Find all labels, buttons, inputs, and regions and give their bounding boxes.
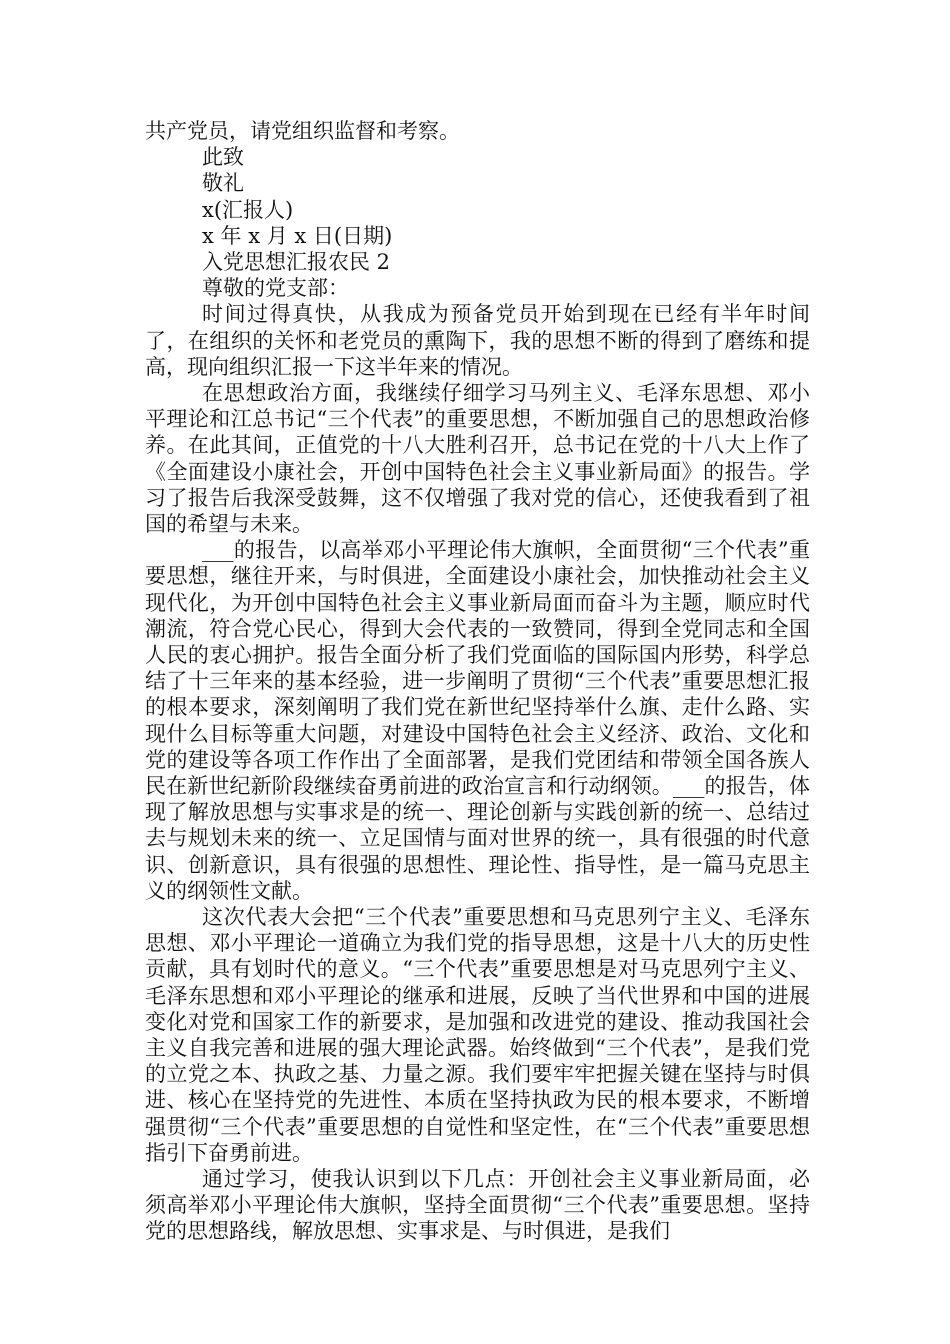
reporter-name: x(汇报人): [202, 197, 294, 222]
paragraph-1: 时间过得真快，从我成为预备党员开始到现在已经有半年时间了，在组织的关怀和老党员的熏陶下，我的思想不断的得到了磨练和提高，现向组织汇报一下这半年来的情况。: [145, 302, 810, 379]
salutation-cizhi: 此致: [202, 145, 244, 170]
salutation-jingli: 敬礼: [202, 171, 244, 196]
section-title: 入党思想汇报农民 2: [202, 249, 391, 274]
paragraph-4: 这次代表大会把“三个代表”重要思想和马克思列宁主义、毛泽东思想、邓小平理论一道确立为我们党的指导思想，这是十八大的历史性贡献，具有划时代的意义。“三个代表”重要思想是对马克思列宁主义、毛泽东思想和邓小平理论的继承和进展，反映了当代世界和中国的进展变化对党和国家工作的新要求，是加强和改进党的建设、推动我国社会主义自我完善和进展的强大理论武器。始终做到“三个代表”，是我们党的立党之本、执政之基、力量之源。我们要牢牢把握关键在坚持与时俱进、核心在坚持党的先进性、本质在坚持执政为民的根本要求，不断增强贯彻“三个代表”重要思想的自觉性和坚定性，在“三个代表”重要思想指引下奋勇前进。: [145, 904, 810, 1165]
greeting: 尊敬的党支部：: [202, 276, 349, 301]
closing-sentence: 共产党员，请党组织监督和考察。: [145, 119, 460, 143]
report-date: x 年 x 月 x 日(日期): [202, 223, 393, 248]
paragraph-3: ___的报告，以高举邓小平理论伟大旗帜，全面贯彻“三个代表”重要思想，继往开来，与时俱进，全面建设小康社会，加快推动社会主义现代化，为开创中国特色社会主义事业新局面而奋斗为主题，顺应时代潮流，符合党心民心，得到大会代表的一致赞同，得到全党同志和全国人民的衷心拥护。报告全面分析了我们党面临的国际国内形势，科学总结了十三年来的基本经验，进一步阐明了贯彻“三个代表”重要思想汇报的根本要求，深刻阐明了我们党在新世纪坚持举什么旗、走什么路、实现什么目标等重大问题，对建设中国特色社会主义经济、政治、文化和党的建设等各项工作作出了全面部署，是我们党团结和带领全国各族人民在新世纪新阶段继续奋勇前进的政治宣言和行动纲领。___的报告，体现了解放思想与实事求是的统一、理论创新与实践创新的统一、总结过去与规划未来的统一、立足国情与面对世界的统一，具有很强的时代意识、创新意识，具有很强的思想性、理论性、指导性，是一篇马克思主义的纲领性文献。: [145, 538, 810, 903]
document-page: [145, 118, 810, 1245]
paragraph-5: 通过学习，使我认识到以下几点：开创社会主义事业新局面，必须高举邓小平理论伟大旗帜，坚持全面贯彻“三个代表”重要思想。坚持党的思想路线，解放思想、实事求是、与时俱进，是我们: [145, 1167, 810, 1244]
paragraph-2: 在思想政治方面，我继续仔细学习马列主义、毛泽东思想、邓小平理论和江总书记“三个代表”的重要思想，不断加强自己的思想政治修养。在此其间，正值党的十八大胜利召开，总书记在党的十八大上作了《全面建设小康社会，开创中国特色社会主义事业新局面》的报告。学习了报告后我深受鼓舞，这不仅增强了我对党的信心，还使我看到了祖国的希望与未来。: [145, 380, 810, 536]
